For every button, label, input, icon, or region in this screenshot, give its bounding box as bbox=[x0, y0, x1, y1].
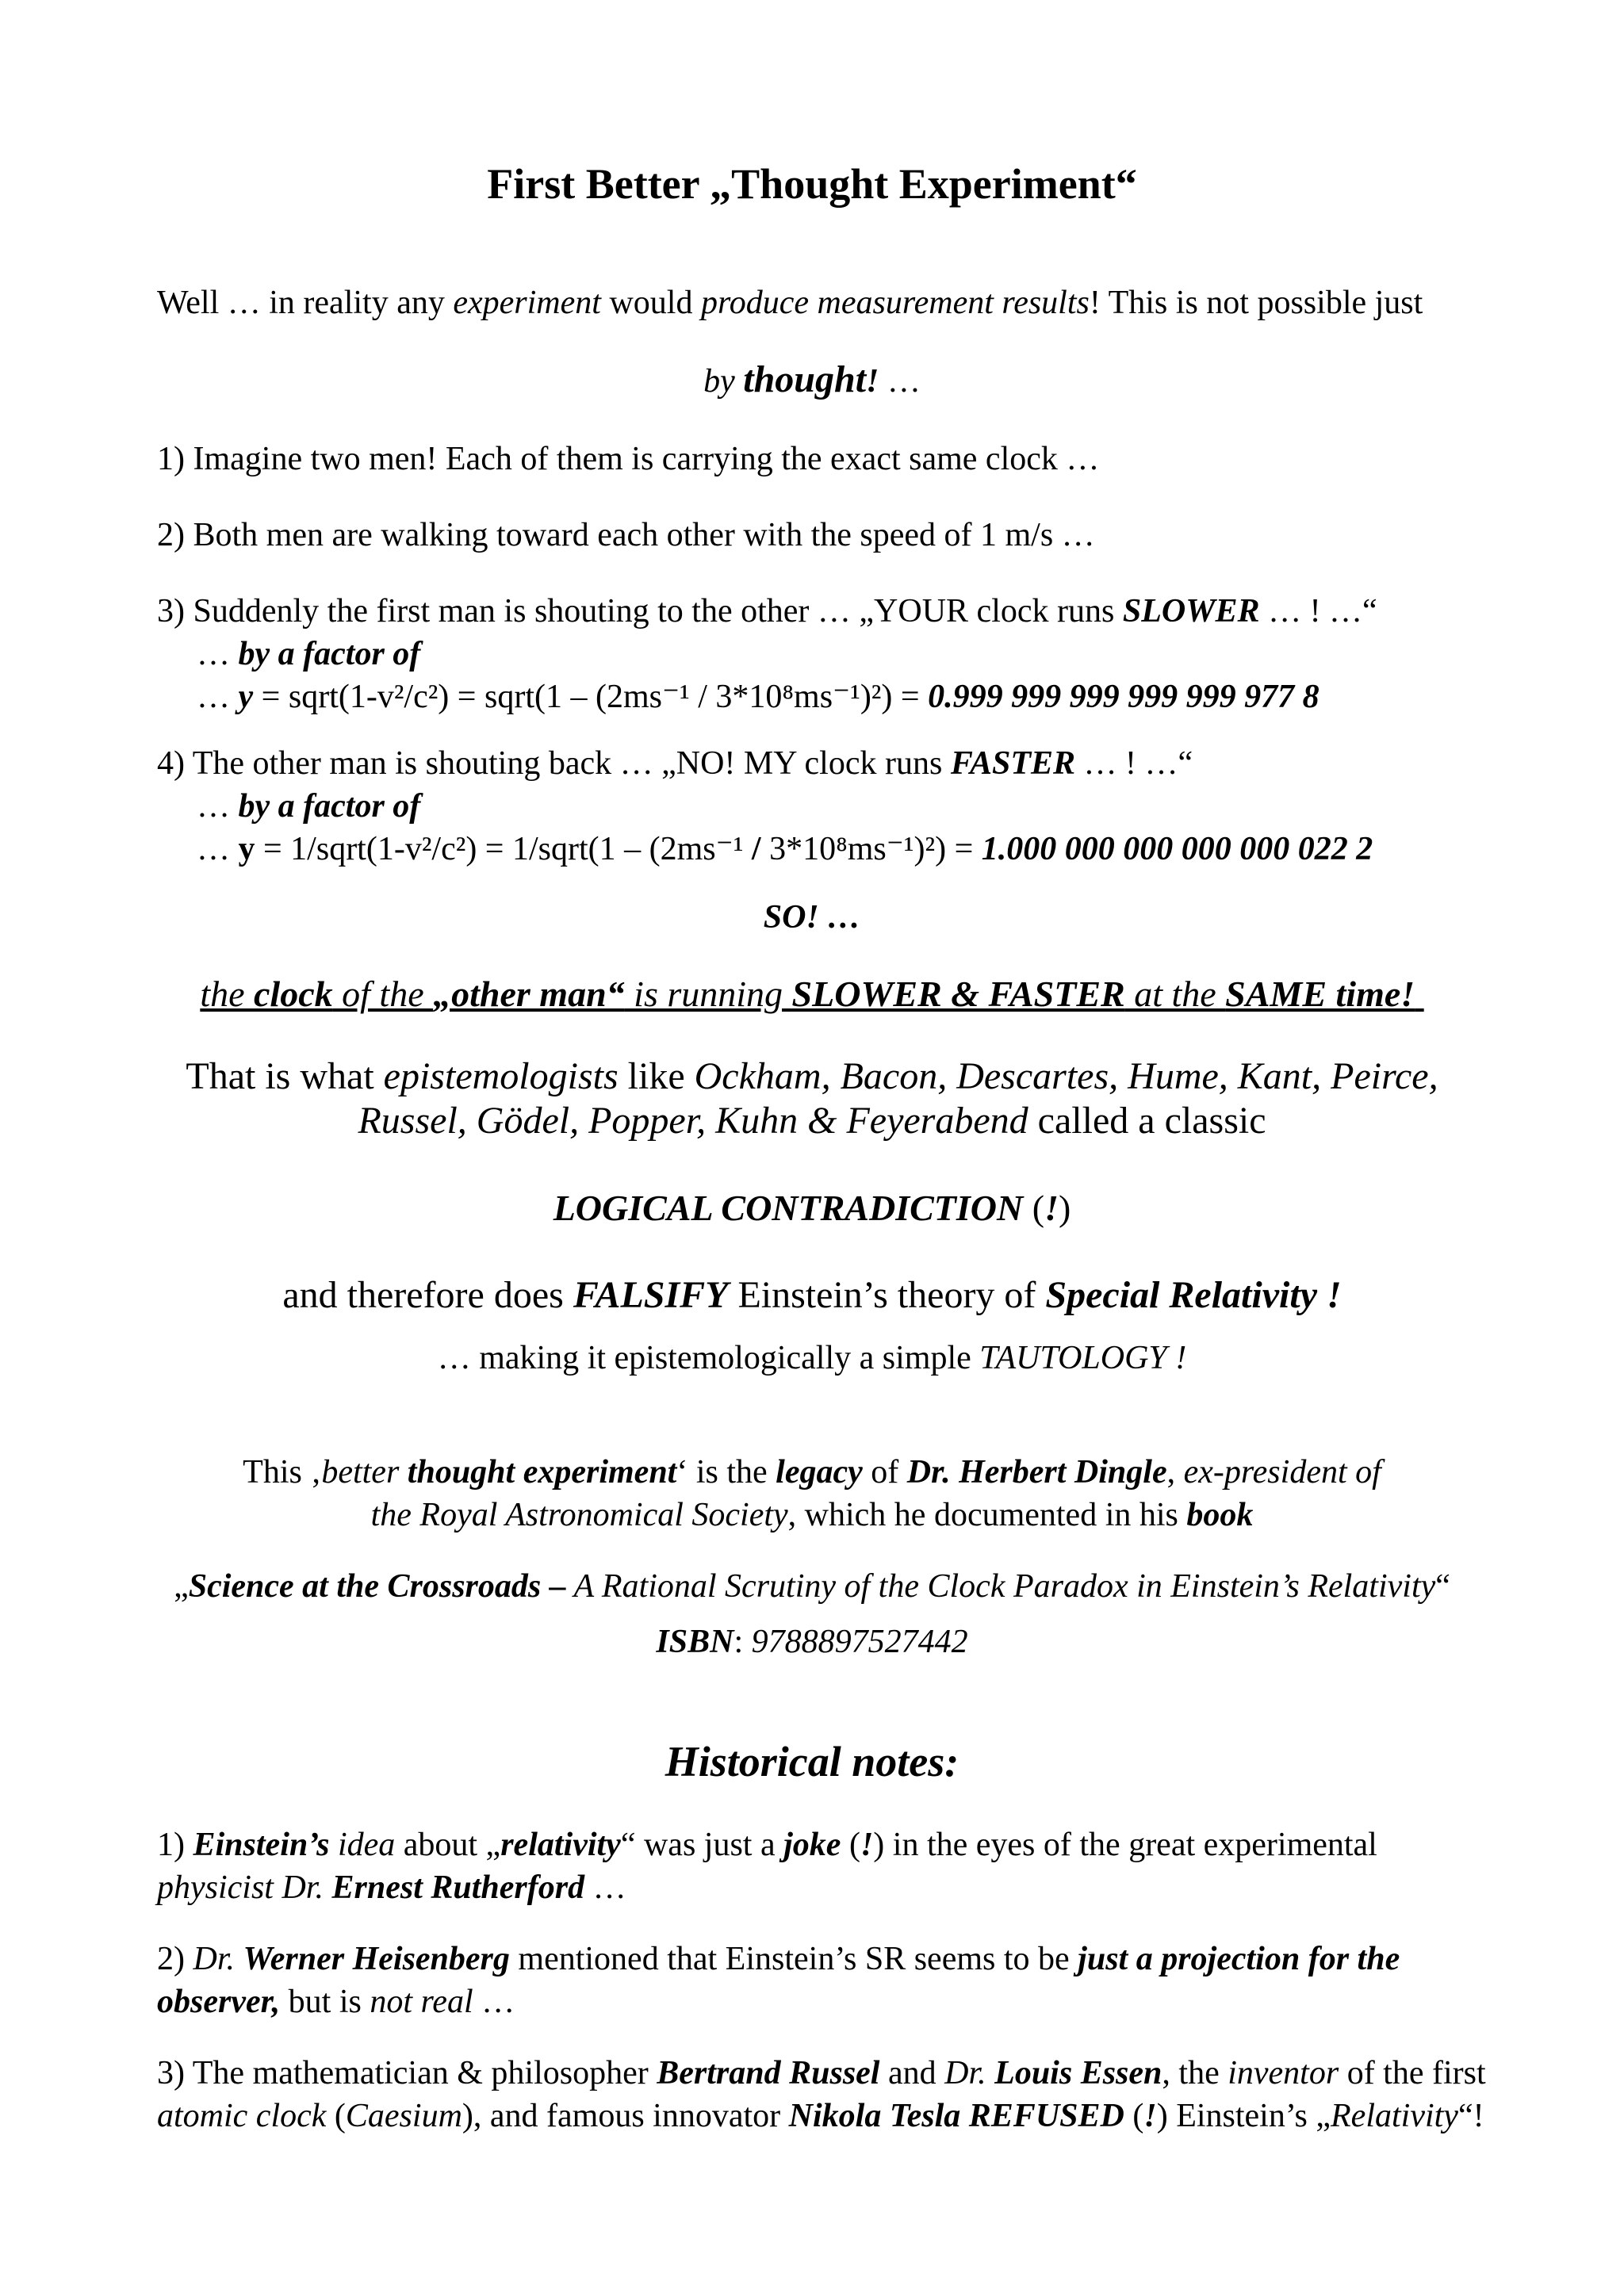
historical-notes-heading bbox=[0, 1736, 1624, 1787]
text-run: and therefore does bbox=[282, 1274, 573, 1316]
historical-note-3 bbox=[157, 2052, 1486, 2137]
text-run: … bbox=[879, 363, 921, 400]
text-run: legacy bbox=[776, 1454, 863, 1490]
text-run: FASTER bbox=[950, 745, 1076, 782]
text-run: 3) Suddenly the first man is shouting to the other … „YOUR clock runs bbox=[157, 593, 1123, 629]
step-4-line-2 bbox=[157, 785, 1473, 828]
text-run: 2) bbox=[157, 1941, 193, 1977]
epistemology-line-2 bbox=[0, 1099, 1624, 1143]
text-run: just a projection for the bbox=[1078, 1941, 1400, 1977]
text-run: the Royal Astronomical Society bbox=[370, 1497, 788, 1533]
text-run: / bbox=[751, 831, 761, 867]
text-run: book bbox=[1186, 1497, 1254, 1533]
text-run: ) bbox=[1058, 1188, 1071, 1228]
isbn-line bbox=[0, 1621, 1624, 1663]
text-run: That is what bbox=[186, 1055, 384, 1097]
text-run: ( bbox=[1023, 1188, 1045, 1228]
step-4-line-3 bbox=[157, 828, 1473, 871]
epistemology-line-1 bbox=[0, 1054, 1624, 1099]
text-run: atomic clock bbox=[157, 2098, 327, 2134]
text-run: y bbox=[238, 679, 254, 715]
text-run: … bbox=[584, 1869, 626, 1906]
text-run: of bbox=[862, 1454, 907, 1490]
text-run: better bbox=[321, 1454, 408, 1490]
text-run: inventor bbox=[1228, 2055, 1339, 2091]
text-run: at the bbox=[1124, 974, 1226, 1014]
text-run: Relativity bbox=[1331, 2098, 1458, 2134]
text-run: Historical notes: bbox=[665, 1738, 959, 1785]
text-run: ! bbox=[866, 363, 879, 400]
text-run: Ockham, Bacon, Descartes, Hume, Kant, Peirce, bbox=[694, 1055, 1438, 1097]
text-run: ! bbox=[1143, 2098, 1157, 2134]
text-run: Well … in reality any bbox=[157, 285, 454, 321]
conclusion-line bbox=[0, 972, 1624, 1016]
text-run: Ernest Rutherford bbox=[331, 1869, 585, 1906]
so-line bbox=[0, 896, 1624, 939]
text-run: by a factor of bbox=[238, 636, 421, 672]
text-run: 1.000 000 000 000 000 022 2 bbox=[981, 831, 1373, 867]
step-4-line-1 bbox=[157, 742, 1473, 785]
step-3-line-2 bbox=[157, 633, 1473, 675]
text-run: produce measurement results bbox=[700, 285, 1090, 321]
text-run: This ‚ bbox=[243, 1454, 322, 1490]
text-run: ISBN bbox=[656, 1624, 734, 1660]
note-1-line-1 bbox=[157, 1823, 1473, 1866]
text-run: ) in the eyes of the great experimental bbox=[873, 1827, 1377, 1863]
text-run: Dr. bbox=[944, 2055, 986, 2091]
text-run: 4) The other man is shouting back … „NO! MY clock runs bbox=[157, 745, 951, 782]
legacy-line-1 bbox=[0, 1451, 1624, 1494]
legacy-line-2 bbox=[0, 1494, 1624, 1536]
step-3-line-1 bbox=[157, 590, 1473, 633]
text-run: clock bbox=[254, 974, 333, 1014]
step-2 bbox=[157, 514, 1473, 557]
text-run: Bertrand Russel bbox=[657, 2055, 880, 2091]
title-text: First Better „Thought Experiment“ bbox=[487, 160, 1137, 208]
text-run: ) Einstein’s „ bbox=[1156, 2098, 1331, 2134]
text-run: Dr. bbox=[193, 1941, 243, 1977]
text-run: = sqrt(1-v²/c²) = sqrt(1 – (2ms⁻¹ / 3*10⁸ms⁻¹)²) = bbox=[253, 679, 929, 715]
step-4 bbox=[157, 742, 1473, 871]
text-run: Russel, Gödel, Popper, Kuhn & Feyerabend bbox=[358, 1100, 1028, 1142]
text-run: … ! …“ bbox=[1259, 593, 1377, 629]
step-3-line-3 bbox=[157, 675, 1473, 718]
text-run: by bbox=[703, 363, 744, 400]
text-run: ! This is not possible just bbox=[1089, 285, 1423, 321]
text-run: 9788897527442 bbox=[751, 1624, 968, 1660]
falsify-line bbox=[0, 1273, 1624, 1318]
epistemology-paragraph bbox=[0, 1054, 1624, 1143]
text-run: ( bbox=[841, 1827, 860, 1863]
text-run: … bbox=[197, 831, 239, 867]
text-run: by a factor of bbox=[238, 788, 421, 825]
text-run: not real bbox=[370, 1984, 473, 2020]
text-run: Caesium bbox=[345, 2098, 462, 2134]
document-title bbox=[0, 159, 1624, 209]
text-run: Dr. Herbert Dingle bbox=[906, 1454, 1167, 1490]
text-run: A Rational Scrutiny of the Clock Paradox in Einstein’s Relativity bbox=[565, 1568, 1436, 1605]
text-run: Nikola Tesla REFUSED bbox=[788, 2098, 1124, 2134]
text-run: “ bbox=[1435, 1568, 1450, 1605]
text-run: „ bbox=[174, 1568, 189, 1605]
text-run: , which he documented in his bbox=[787, 1497, 1187, 1533]
text-run: idea bbox=[329, 1827, 396, 1863]
text-run: Louis Essen bbox=[994, 2055, 1162, 2091]
text-run: TAUTOLOGY ! bbox=[979, 1340, 1187, 1376]
legacy-paragraph bbox=[0, 1451, 1624, 1536]
text-run: joke bbox=[783, 1827, 841, 1863]
text-run: like bbox=[618, 1055, 695, 1097]
book-title bbox=[0, 1565, 1624, 1608]
text-run: the bbox=[200, 974, 255, 1014]
intro-paragraph bbox=[157, 281, 1473, 324]
historical-note-1 bbox=[157, 1823, 1473, 1909]
text-run: would bbox=[600, 285, 701, 321]
text-run: 1) bbox=[157, 1827, 193, 1863]
text-run: “! bbox=[1457, 2098, 1484, 2134]
text-run: … ! …“ bbox=[1075, 745, 1193, 782]
note-3-line-2 bbox=[157, 2095, 1484, 2137]
text-run: Science at the Crossroads – bbox=[188, 1568, 566, 1605]
text-run: of the first bbox=[1339, 2055, 1486, 2091]
text-run: called a classic bbox=[1028, 1100, 1266, 1142]
intro-by-thought bbox=[0, 358, 1624, 403]
text-run: “ was just a bbox=[620, 1827, 784, 1863]
text-run: , bbox=[1166, 1454, 1184, 1490]
text-run: of the bbox=[332, 974, 434, 1014]
text-run: … bbox=[197, 636, 239, 672]
text-run: Werner Heisenberg bbox=[243, 1941, 510, 1977]
text-run: and bbox=[879, 2055, 945, 2091]
logical-contradiction bbox=[0, 1186, 1624, 1230]
text-run: observer, bbox=[157, 1984, 281, 2020]
text-run: SO! … bbox=[763, 899, 861, 936]
tautology-line bbox=[0, 1337, 1624, 1380]
step-3 bbox=[157, 590, 1473, 718]
note-3-line-1 bbox=[157, 2052, 1486, 2095]
text-run: 3*10⁸ms⁻¹)²) = bbox=[760, 831, 982, 867]
text-run: ), and famous innovator bbox=[462, 2098, 789, 2134]
text-run: epistemologists bbox=[383, 1055, 619, 1097]
text-run: 1) Imagine two men! Each of them is carrying the exact same clock … bbox=[157, 441, 1100, 477]
text-run: … bbox=[197, 679, 239, 715]
text-run: is running bbox=[624, 974, 792, 1014]
text-run: 3) The mathematician & philosopher bbox=[157, 2055, 657, 2091]
text-run: ( bbox=[1124, 2098, 1144, 2134]
text-run: about „ bbox=[395, 1827, 501, 1863]
text-run: LOGICAL CONTRADICTION bbox=[553, 1188, 1024, 1228]
text-run: , the bbox=[1162, 2055, 1228, 2091]
text-run: y bbox=[238, 831, 255, 867]
text-run: … bbox=[473, 1984, 515, 2020]
text-run: … making it epistemologically a simple bbox=[437, 1340, 980, 1376]
note-1-line-2 bbox=[157, 1866, 1473, 1909]
text-run: = 1/sqrt(1-v²/c²) = 1/sqrt(1 – (2ms⁻¹ bbox=[255, 831, 752, 867]
text-run: thought bbox=[743, 358, 867, 400]
step-1 bbox=[157, 438, 1473, 480]
text-run: SLOWER bbox=[1122, 593, 1260, 629]
text-run: FALSIFY bbox=[573, 1274, 729, 1316]
text-run: physicist Dr. bbox=[157, 1869, 332, 1906]
historical-note-2 bbox=[157, 1938, 1473, 2023]
text-run: relativity bbox=[500, 1827, 621, 1863]
text-run: „other man“ bbox=[433, 974, 625, 1014]
text-run: Einstein’s theory of bbox=[728, 1274, 1046, 1316]
text-run: ( bbox=[326, 2098, 346, 2134]
text-run: … bbox=[197, 788, 239, 825]
text-run: ! bbox=[1044, 1188, 1059, 1228]
note-2-line-1 bbox=[157, 1938, 1473, 1980]
text-run: : bbox=[733, 1624, 752, 1660]
text-run: 2) Both men are walking toward each other with the speed of 1 m/s … bbox=[157, 517, 1095, 553]
text-run: but is bbox=[280, 1984, 370, 2020]
text-run: SAME time! bbox=[1225, 974, 1415, 1014]
text-run: Einstein’s bbox=[193, 1827, 330, 1863]
text-run bbox=[986, 2055, 995, 2091]
text-run: thought experiment bbox=[407, 1454, 677, 1490]
text-run: ! bbox=[860, 1827, 874, 1863]
text-run: Special Relativity ! bbox=[1045, 1274, 1342, 1316]
text-run: ex-president of bbox=[1183, 1454, 1381, 1490]
text-run: 0.999 999 999 999 999 977 8 bbox=[928, 679, 1320, 715]
text-run: SLOWER & FASTER bbox=[791, 974, 1125, 1014]
text-run: experiment bbox=[453, 285, 601, 321]
text-run: mentioned that Einstein’s SR seems to be bbox=[509, 1941, 1078, 1977]
note-2-line-2 bbox=[157, 1980, 1473, 2023]
text-run: ‘ is the bbox=[676, 1454, 776, 1490]
